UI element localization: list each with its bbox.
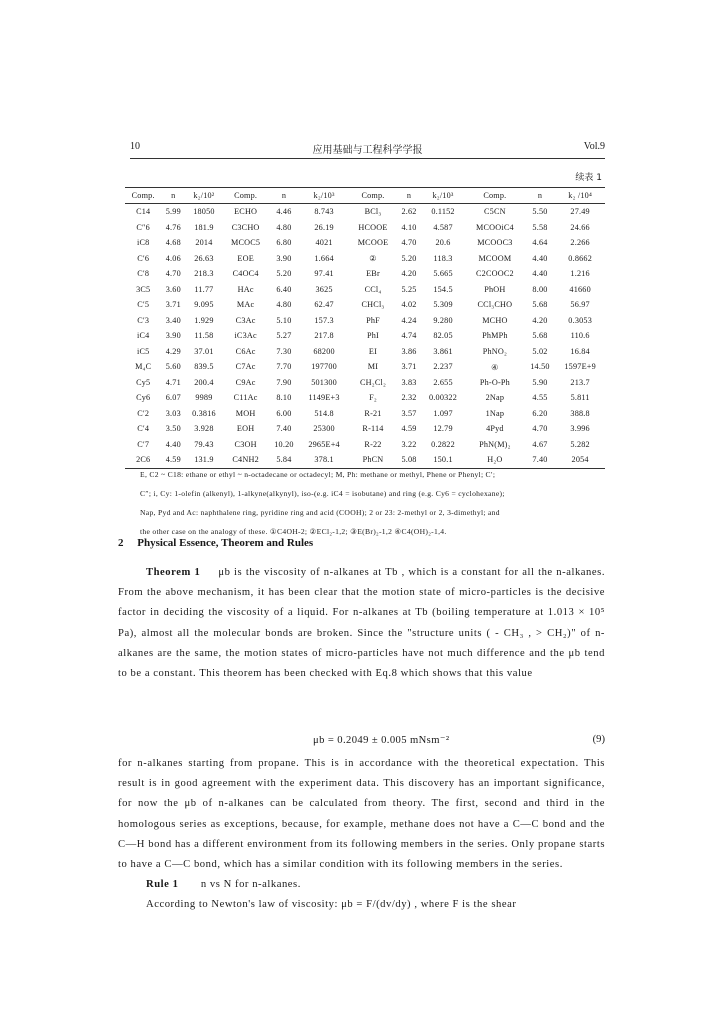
table-cell: 501300 — [311, 377, 337, 387]
table-column-header: n — [397, 188, 421, 204]
volume-label: Vol.9 — [583, 141, 605, 152]
table-column-header: k₂/10³ — [421, 188, 465, 204]
table-row — [125, 406, 605, 422]
table-cell: C11Ac — [233, 393, 258, 403]
table-cell: 7.90 — [276, 377, 292, 387]
table-cell: 11.77 — [194, 284, 214, 294]
table-cell: MCOC5 — [231, 238, 261, 248]
table-cell: MCHO — [482, 315, 508, 325]
table-cell: 4.76 — [165, 222, 181, 232]
table-cell: PhOH — [484, 284, 506, 294]
table-cell: 4.74 — [401, 331, 417, 341]
table-cell: 4.68 — [165, 238, 181, 248]
table-cell: 8.743 — [314, 207, 334, 217]
table-cell: PhN(M)₂ — [479, 439, 511, 449]
table-row — [125, 204, 605, 220]
table-cell: 3.90 — [276, 253, 292, 263]
table-cell: 1597E+9 — [564, 362, 596, 372]
table-cell: CCl₄ — [364, 284, 382, 294]
table-cell: R-114 — [362, 424, 384, 434]
table-row — [125, 220, 605, 236]
table-cell: 3.83 — [401, 377, 417, 387]
table-cell: C3OH — [234, 439, 257, 449]
table-cell: 4.02 — [401, 300, 417, 310]
table-cell: MCOOC3 — [477, 238, 513, 248]
table-cell: 37.01 — [194, 346, 214, 356]
table-cell: 4Pyd — [486, 424, 504, 434]
rule-paragraph: According to Newton's law of viscosity: μb = F/(dv/dy) , where F is the shear — [146, 899, 517, 911]
table-cell: 3C5 — [136, 284, 151, 294]
table-cell: CCl₃CHO — [477, 300, 513, 310]
table-cell: ECHO — [234, 207, 258, 217]
table-cell: PhMPh — [482, 331, 508, 341]
table-row — [125, 344, 605, 360]
table-cell: 5.20 — [401, 253, 417, 263]
theorem-continuation-text: for n-alkanes starting from propane. This is in accordance with the theoretical expectation. This result is in good agreement with the experiment data. This discovery has an important significance, for now the μb of n-alkanes can be calculated from theory. The first, second and third in the homologous series as exceptions, because, for example, methane does not have a C—C bond and the C—H bond has a different environment from its following members in the series. Only propane starts to have a C—C bond, which has a similar condition with its following members in the series. — [118, 758, 605, 871]
table-column-header: k₂/10³ — [299, 188, 349, 204]
section-heading — [118, 537, 313, 549]
table-row — [125, 359, 605, 375]
table-cell: C′6 — [137, 253, 150, 263]
table-cell: 4.67 — [532, 439, 548, 449]
table-row — [125, 282, 605, 298]
table-column-header: Comp. — [223, 188, 269, 204]
table-column-header: k₂ /10⁴ — [555, 188, 605, 204]
table-cell: 5.08 — [397, 452, 421, 468]
table-cell: 3.71 — [401, 362, 417, 372]
table-cell: MCOOM — [478, 253, 512, 263]
equation-9 — [118, 734, 605, 754]
table-cell: 5.90 — [532, 377, 548, 387]
table-cell: iC4 — [136, 331, 150, 341]
table-cell: 5.02 — [532, 346, 548, 356]
table-cell: 3.57 — [401, 408, 417, 418]
table-cell: 9989 — [195, 393, 213, 403]
table-cell: BCl₃ — [364, 207, 382, 217]
table-cell: EOE — [237, 253, 254, 263]
table-cell: 3.928 — [194, 424, 214, 434]
table-cell: 41660 — [569, 284, 591, 294]
table-cell: 4.24 — [401, 315, 417, 325]
table-column-header: k₂/10² — [185, 188, 222, 204]
table-cell: 27.49 — [570, 207, 590, 217]
table-cell: 131.9 — [185, 452, 222, 468]
equation-number: (9) — [592, 734, 605, 745]
table-cell: 217.8 — [314, 331, 334, 341]
table-cell: C5CN — [484, 207, 506, 217]
table-cell: 14.50 — [530, 362, 550, 372]
table-cell: 2.266 — [570, 238, 590, 248]
table-cell: 7.40 — [276, 424, 292, 434]
table-cell: 197700 — [311, 362, 337, 372]
viscosity-table — [125, 187, 605, 469]
table-cell: 2.62 — [401, 207, 417, 217]
table-cell: 5.27 — [276, 331, 292, 341]
rule-text: n vs N for n-alkanes. — [200, 879, 301, 891]
table-cell: Cy6 — [136, 393, 151, 403]
table-cell: EI — [368, 346, 378, 356]
table-cell: 4.71 — [165, 377, 181, 387]
table-cell: 4.20 — [401, 269, 417, 279]
table-cell: C″6 — [136, 222, 150, 232]
table-cell: 0.3053 — [568, 315, 592, 325]
table-cell: 4.40 — [532, 253, 548, 263]
table-cell: 4.70 — [401, 238, 417, 248]
table-cell: 24.66 — [570, 222, 590, 232]
table-cell: Cy5 — [136, 377, 151, 387]
table-cell: 4.80 — [276, 222, 292, 232]
table-row — [125, 235, 605, 251]
table-cell: C′8 — [137, 269, 150, 279]
table-cell: 5.68 — [532, 300, 548, 310]
table-cell: 20.6 — [435, 238, 451, 248]
table-cell: C14 — [136, 207, 151, 217]
theorem-text: μb is the viscosity of n-alkanes at Tb , which is a constant for all the n-alkanes. From the above mechanism, it has been clear that the motion state of micro-particles is the decisive factor in deciding the viscosity of a liquid. For n-alkanes at Tb (boiling temperature at 1.013 × 10⁵ Pa), almost all the molecular bonds are broken. Since the "structure units ( - CH₃ , > CH₂)" of n-alkanes are the same, the motion states of micro-particles have not much difference and the μb tend to be a constant. This theorem has been checked with Eq.8 which shows that this value — [118, 567, 606, 680]
table-cell: 1Nap — [485, 408, 505, 418]
table-cell: iC3Ac — [234, 331, 257, 341]
table-cell: 5.282 — [570, 439, 590, 449]
table-cell: C4NH2 — [223, 452, 269, 468]
table-cell: C6Ac — [235, 346, 256, 356]
table-cell: 213.7 — [570, 377, 590, 387]
table-row — [125, 375, 605, 391]
table-cell: 1.664 — [314, 253, 334, 263]
table-cell: 10.20 — [274, 439, 294, 449]
table-cell: C′4 — [137, 424, 150, 434]
table-cell: 1.929 — [194, 315, 214, 325]
table-note — [140, 465, 605, 541]
table-cell: M₄C — [135, 362, 152, 372]
table-cell: 1149E+3 — [308, 393, 340, 403]
table-cell: iC5 — [136, 346, 150, 356]
table-cell: MCOOiC4 — [475, 222, 514, 232]
table-cell: 2.32 — [401, 393, 417, 403]
table-cell: 3.861 — [433, 346, 453, 356]
table-cell: 3.996 — [570, 424, 590, 434]
journal-title: 应用基础与工程科学学报 — [312, 145, 423, 156]
table-cell: 181.9 — [194, 222, 214, 232]
table-cell: 2014 — [195, 238, 213, 248]
table-cell: 0.8662 — [568, 253, 592, 263]
table-cell: 1.216 — [570, 269, 590, 279]
table-cell: 5.68 — [532, 331, 548, 341]
table-cell: 5.665 — [433, 269, 453, 279]
table-cell: R-22 — [364, 439, 382, 449]
table-column-header: Comp. — [349, 188, 397, 204]
table-cell: 3.03 — [165, 408, 181, 418]
table-cell: 0.00322 — [429, 393, 458, 403]
table-cell: 7.70 — [276, 362, 292, 372]
table-cell: 6.00 — [276, 408, 292, 418]
table-cell: 6.20 — [532, 408, 548, 418]
table-cell: 5.309 — [433, 300, 453, 310]
table-cell: 839.5 — [194, 362, 214, 372]
table-cell: 4.29 — [165, 346, 181, 356]
table-cell: 4.40 — [165, 439, 181, 449]
table-note-line: the other case on the analogy of these. ①C4OH-2; ②ECl₂-1,2; ③E(Br)₂-1,2 ④C4(OH)₂-1,4. — [140, 527, 447, 536]
table-cell: 2.237 — [433, 362, 453, 372]
table-cell: EBr — [366, 269, 380, 279]
table-cell: PhNO₂ — [482, 346, 508, 356]
table-cell: C′3 — [137, 315, 150, 325]
table-cell: 5.58 — [532, 222, 548, 232]
table-note-line: E, C2 ~ C18: ethane or ethyl ~ n-octadecane or octadecyl; M, Ph: methane or methyl, Phene or Phenyl; C′; — [140, 470, 496, 479]
table-cell: 4.59 — [161, 452, 185, 468]
table-body — [125, 204, 605, 469]
table-cell: 4.10 — [401, 222, 417, 232]
table-cell: 79.43 — [194, 439, 214, 449]
table-cell: 3.60 — [165, 284, 181, 294]
section-title: Physical Essence, Theorem and Rules — [137, 537, 314, 549]
table-header-row — [125, 188, 605, 204]
table-cell: iC8 — [136, 238, 150, 248]
table-cell: 5.25 — [401, 284, 417, 294]
table-row — [125, 421, 605, 437]
table-cell: ② — [369, 254, 377, 264]
table-cell: R-21 — [364, 408, 382, 418]
table-cell: C′5 — [137, 300, 150, 310]
table-cell: 200.4 — [194, 377, 214, 387]
table-cell: 4.06 — [165, 253, 181, 263]
table-cell: 5.99 — [165, 207, 181, 217]
table-cell: 4.70 — [165, 269, 181, 279]
table-cell: 6.80 — [276, 238, 292, 248]
table-row — [125, 390, 605, 406]
table-cell: C′7 — [137, 439, 150, 449]
table-cell: 5.60 — [165, 362, 181, 372]
theorem-continuation — [118, 754, 605, 916]
rule-line — [118, 875, 605, 895]
equation-formula: μb = 0.2049 ± 0.005 mNsm⁻² — [313, 735, 450, 746]
table-cell: 2054 — [555, 452, 605, 468]
table-cell: C4OC4 — [232, 269, 259, 279]
table-cell: 1.097 — [433, 408, 453, 418]
table-cell: 4.587 — [433, 222, 453, 232]
table-cell: 7.30 — [276, 346, 292, 356]
table-cell: PhCN — [349, 452, 397, 468]
theorem-label: Theorem 1 — [146, 567, 201, 578]
table-cell: 18050 — [193, 207, 215, 217]
table-cell: PhI — [367, 331, 379, 341]
table-cell: 3.40 — [165, 315, 181, 325]
table-cell: 150.1 — [421, 452, 465, 468]
table-cell: 25300 — [313, 424, 335, 434]
table-row — [125, 313, 605, 329]
table-cell: Ph-O-Ph — [479, 377, 510, 387]
table-cell: C′2 — [137, 408, 150, 418]
table-cell: C3Ac — [235, 315, 256, 325]
table-column-header: Comp. — [465, 188, 525, 204]
header-rule — [130, 158, 605, 159]
table-cell: 62.47 — [314, 300, 334, 310]
table-cell: 97.41 — [314, 269, 334, 279]
table-row — [125, 437, 605, 453]
table-cell: F₂ — [369, 393, 377, 403]
page-number: 10 — [130, 141, 140, 152]
table-cell: 2C6 — [125, 452, 161, 468]
table-cell: 5.20 — [276, 269, 292, 279]
table-row — [125, 251, 605, 267]
table-row — [125, 328, 605, 344]
table-note-line: Nap, Pyd and Ac: naphthalene ring, pyridine ring and acid (COOH); 2 or 23: 2-methyl or 2, 3-dimethyl; and — [140, 508, 500, 517]
table-cell: 0.3816 — [192, 408, 216, 418]
table-cell: 8.00 — [532, 284, 548, 294]
table-cell: 3625 — [315, 284, 333, 294]
table-cell: HAc — [237, 284, 254, 294]
table-cell: 157.3 — [314, 315, 334, 325]
table-cell: 5.811 — [570, 393, 590, 403]
table-cell: 56.97 — [570, 300, 590, 310]
table-cell: 5.50 — [532, 207, 548, 217]
table-cell: MOH — [235, 408, 256, 418]
table-cell: C2COOC2 — [475, 269, 514, 279]
table-cell: 16.84 — [570, 346, 590, 356]
table-cell: 5.84 — [269, 452, 300, 468]
table-cell: 6.40 — [276, 284, 292, 294]
rule-label: Rule 1 — [146, 879, 179, 891]
table-cell: H₂O — [465, 452, 525, 468]
table-cell: C9Ac — [235, 377, 256, 387]
table-cell: 4.46 — [276, 207, 292, 217]
running-header — [130, 141, 605, 157]
table-cell: 388.8 — [570, 408, 590, 418]
table-cell: 2965E+4 — [308, 439, 340, 449]
table-cell: 4.70 — [532, 424, 548, 434]
table-cell: 154.5 — [433, 284, 453, 294]
table-cell: 3.22 — [401, 439, 417, 449]
table-cell: MI — [367, 362, 379, 372]
table-cell: MCOOE — [357, 238, 389, 248]
table-cell: 9.095 — [194, 300, 214, 310]
table-cell: C7Ac — [235, 362, 256, 372]
table-cell: 4.20 — [532, 315, 548, 325]
table-cell: HCOOE — [358, 222, 388, 232]
table-cell: EOH — [236, 424, 255, 434]
table-cell: 4.59 — [401, 424, 417, 434]
theorem-paragraph — [118, 563, 605, 684]
table-cell: 2Nap — [485, 393, 505, 403]
table-cell: 26.19 — [314, 222, 334, 232]
table-cell: 82.05 — [433, 331, 453, 341]
table-cell: 3.50 — [165, 424, 181, 434]
table-cell: 11.58 — [194, 331, 214, 341]
table-cell: 2.655 — [433, 377, 453, 387]
table-cell: 3.90 — [165, 331, 181, 341]
table-cell: CHCl₃ — [361, 300, 385, 310]
table-cell: 110.6 — [570, 331, 590, 341]
table-cell: 4.55 — [532, 393, 548, 403]
table-column-header: n — [161, 188, 185, 204]
table-cell: PhF — [366, 315, 380, 325]
table-column-header: Comp. — [125, 188, 161, 204]
table-cell: MAc — [236, 300, 255, 310]
table-cell: 6.07 — [165, 393, 181, 403]
table-cell: 0.1152 — [431, 207, 455, 217]
table-column-header: n — [525, 188, 556, 204]
table-cell: 514.8 — [314, 408, 334, 418]
table-cell: 7.40 — [525, 452, 556, 468]
table-cell: 0.2822 — [431, 439, 455, 449]
table-continued-label: 续表 1 — [575, 173, 602, 183]
table-cell: 3.71 — [165, 300, 181, 310]
table-cell: 5.10 — [276, 315, 292, 325]
table-cell: 118.3 — [433, 253, 453, 263]
table-cell: 4.64 — [532, 238, 548, 248]
table-cell: 4.80 — [276, 300, 292, 310]
table-cell: 68200 — [313, 346, 335, 356]
section-number: 2 — [118, 537, 124, 549]
table-cell: 12.79 — [433, 424, 453, 434]
table-cell: 9.280 — [433, 315, 453, 325]
table-row — [125, 266, 605, 282]
table-column-header: n — [269, 188, 300, 204]
table-cell: 218.3 — [194, 269, 214, 279]
table-cell: 4021 — [315, 238, 333, 248]
table-cell: 378.1 — [299, 452, 349, 468]
table-cell: CH₂Cl₂ — [359, 377, 387, 387]
table-note-line: C″; i, Cy: 1-olefin (alkenyl), 1-alkyne(alkynyl), iso-(e.g. iC4 = isobutane) and ring (e.g. Cy6 = cyclohexane); — [140, 489, 505, 498]
table-cell: C3CHO — [231, 222, 260, 232]
table-row — [125, 297, 605, 313]
table-cell: 3.86 — [401, 346, 417, 356]
table-cell: ④ — [491, 362, 499, 372]
table-cell: 8.10 — [276, 393, 292, 403]
table-cell: 4.40 — [532, 269, 548, 279]
table-cell: 26.63 — [194, 253, 214, 263]
